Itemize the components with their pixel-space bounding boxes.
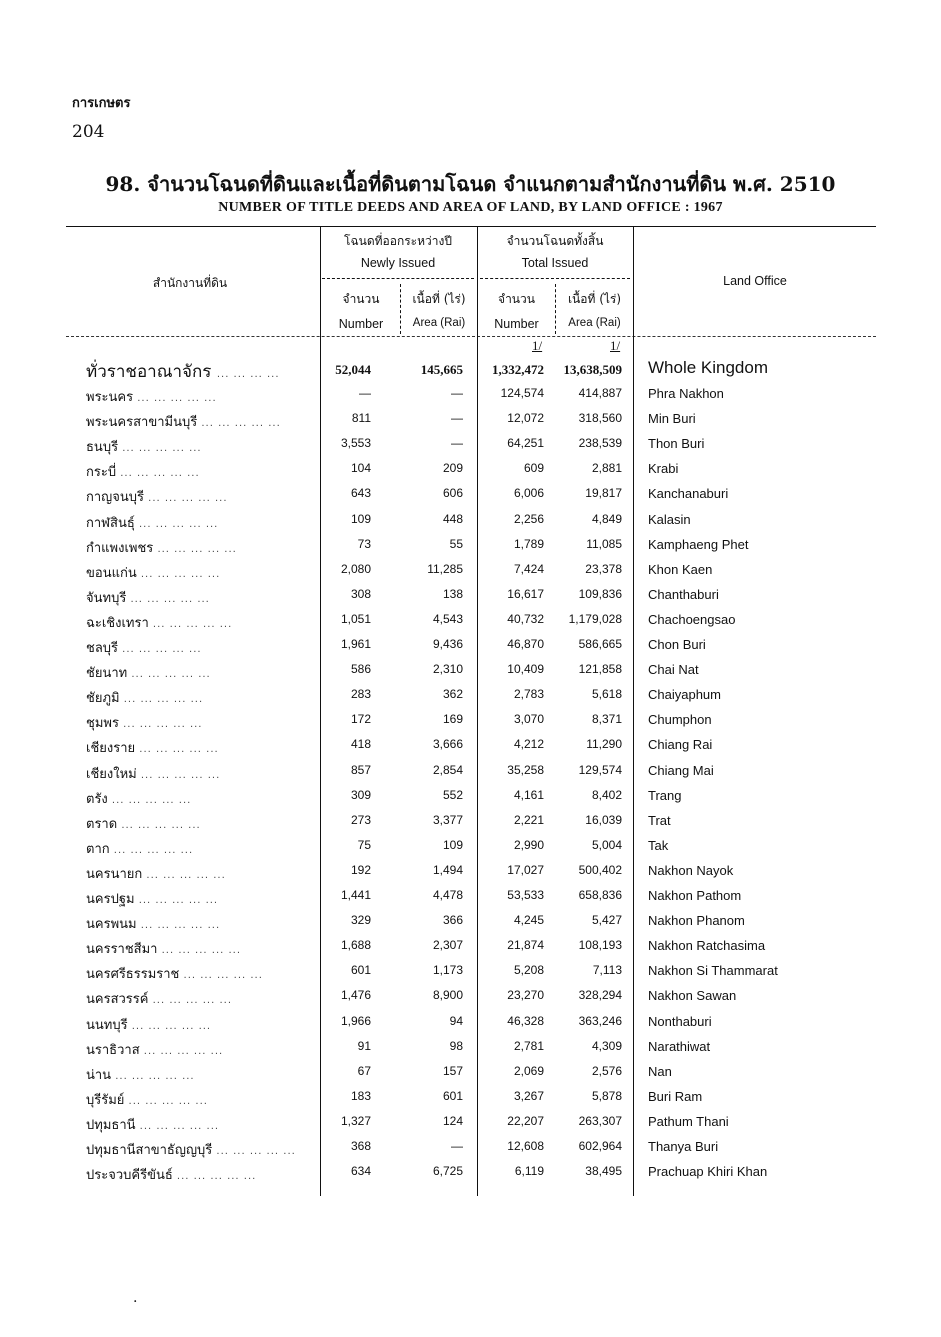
newly-area: — <box>451 436 463 451</box>
newly-area: 9,436 <box>432 637 463 651</box>
office-name-thai: เชียงราย ... ... ... ... ... <box>86 741 219 757</box>
table-row <box>66 984 886 1009</box>
newly-area: 2,310 <box>432 662 463 677</box>
office-name-english: Chachoengsao <box>648 611 736 627</box>
table-row <box>66 633 886 658</box>
total-area: 38,495 <box>585 1164 622 1179</box>
newly-number: 1,476 <box>340 988 371 1003</box>
office-name-english: Kalasin <box>648 511 691 527</box>
newly-area: 169 <box>442 712 463 727</box>
office-name-thai: ขอนแก่น ... ... ... ... ... <box>86 565 221 581</box>
office-name-english: Chiang Rai <box>648 737 713 753</box>
total-area: 238,539 <box>578 436 622 451</box>
newly-number: 1,327 <box>340 1113 371 1128</box>
table-row <box>66 583 886 608</box>
table-row <box>66 1010 886 1035</box>
header-bottom-rule <box>66 336 876 337</box>
office-name-thai: บุรีรัมย์ ... ... ... ... ... <box>86 1092 208 1108</box>
total-number: 22,207 <box>507 1113 544 1128</box>
table-top-rule <box>66 226 876 227</box>
total-area: 121,858 <box>578 662 622 677</box>
total-number: 53,533 <box>507 888 544 902</box>
office-name-english: Chon Buri <box>648 637 706 652</box>
total-number: 5,208 <box>513 963 544 978</box>
office-name-thai: ปทุมธานี ... ... ... ... ... <box>86 1117 220 1133</box>
newly-number: 91 <box>357 1038 371 1053</box>
office-name-thai: นนทบุรี ... ... ... ... ... <box>86 1017 212 1033</box>
total-name-english: Whole Kingdom <box>648 358 769 377</box>
office-name-thai: นราธิวาส ... ... ... ... ... <box>86 1042 224 1058</box>
total-area: 4,849 <box>591 511 622 526</box>
newly-number: 1,688 <box>340 938 371 953</box>
office-name-thai: นครศรีธรรมราช ... ... ... ... ... <box>86 967 263 983</box>
total-area: 7,113 <box>592 963 622 978</box>
total-number: 2,783 <box>513 687 544 702</box>
newly-area: 157 <box>442 1063 463 1078</box>
header-newly-number-english: Number <box>338 317 384 331</box>
office-name-thai: นครปฐม ... ... ... ... ... <box>86 892 219 907</box>
table-row <box>66 1110 886 1135</box>
table-row <box>66 934 886 959</box>
office-name-thai: ตาก ... ... ... ... ... <box>86 841 194 857</box>
office-name-english: Kanchanaburi <box>648 486 729 502</box>
scan-mark: . <box>133 1290 138 1306</box>
newly-number: 309 <box>350 787 371 802</box>
office-name-thai: ตรัง ... ... ... ... ... <box>86 791 192 807</box>
total-total-number: 1,332,472 <box>492 362 544 377</box>
section-label: การเกษตร <box>72 96 131 111</box>
total-number: 16,617 <box>507 586 544 601</box>
total-newly-number: 52,044 <box>335 362 371 377</box>
office-name-thai: ฉะเชิงเทรา ... ... ... ... ... <box>86 615 233 631</box>
total-area: 5,427 <box>591 913 622 928</box>
table-row <box>66 1135 886 1160</box>
newly-area: 109 <box>442 837 463 852</box>
newly-number: 183 <box>350 1088 371 1103</box>
newly-group-rule <box>322 278 474 279</box>
newly-area: 2,307 <box>432 938 463 953</box>
total-area: 586,665 <box>578 637 622 651</box>
total-number: 46,328 <box>507 1013 544 1028</box>
table-row <box>66 884 886 909</box>
table-row <box>66 834 886 859</box>
newly-area: 448 <box>442 511 463 526</box>
office-name-thai: นครพนม ... ... ... ... ... <box>86 917 221 933</box>
table-row <box>66 508 886 533</box>
office-name-thai: กาฬสินธุ์ ... ... ... ... ... <box>86 515 219 531</box>
header-total-number-thai: จำนวน <box>498 292 535 306</box>
newly-area: 124 <box>442 1113 463 1128</box>
table-title-english: NUMBER OF TITLE DEEDS AND AREA OF LAND, BY LAND OFFICE : 1967 <box>218 200 723 215</box>
table-row <box>66 708 886 733</box>
office-name-english: Nan <box>648 1063 672 1079</box>
newly-number: 73 <box>357 536 371 551</box>
newly-area: 8,900 <box>432 988 463 1003</box>
total-area: 4,309 <box>591 1038 622 1053</box>
office-name-english: Chaiyaphum <box>648 687 721 703</box>
office-name-thai: กำแพงเพชร ... ... ... ... ... <box>86 540 237 556</box>
newly-area: 362 <box>442 687 463 702</box>
header-total-area-english: Area (Rai) <box>568 317 621 329</box>
newly-number: 811 <box>351 411 371 426</box>
header-newly-thai: โฉนดที่ออกระหว่างปี <box>344 234 452 248</box>
newly-number: 586 <box>350 662 371 677</box>
total-number: 7,424 <box>513 561 544 576</box>
total-area: 602,964 <box>578 1139 622 1153</box>
total-area: 658,836 <box>578 888 622 902</box>
office-name-thai: ชัยภูมิ ... ... ... ... ... <box>86 691 204 707</box>
total-number: 10,409 <box>507 662 544 677</box>
total-number: 2,781 <box>513 1038 544 1053</box>
office-name-english: Kamphaeng Phet <box>648 536 749 552</box>
office-name-english: Pathum Thani <box>648 1113 729 1129</box>
office-name-thai: พระนครสาขามีนบุรี ... ... ... ... ... <box>86 415 281 431</box>
total-area: 5,878 <box>591 1088 622 1103</box>
total-number: 6,006 <box>513 486 544 501</box>
newly-area: 1,173 <box>432 963 463 978</box>
office-name-thai: น่าน ... ... ... ... ... <box>86 1067 195 1083</box>
office-name-thai: ธนบุรี ... ... ... ... ... <box>86 440 202 456</box>
office-name-thai: กาญจนบุรี ... ... ... ... ... <box>86 490 228 506</box>
total-area: 19,817 <box>585 486 622 501</box>
newly-number: 273 <box>350 812 371 827</box>
table-row <box>66 683 886 708</box>
newly-area: 606 <box>442 486 463 501</box>
office-name-thai: พระนคร ... ... ... ... ... <box>86 390 217 405</box>
newly-number: 3,553 <box>340 436 371 451</box>
total-area: 500,402 <box>578 862 622 877</box>
page-number: 204 <box>72 122 105 142</box>
header-total-thai: จำนวนโฉนดทั้งสิ้น <box>506 234 604 248</box>
total-area: 1,179,028 <box>568 611 622 626</box>
total-number: 35,258 <box>507 762 544 777</box>
total-area: 5,618 <box>591 687 622 702</box>
newly-number: 192 <box>350 862 371 877</box>
newly-area: 4,543 <box>432 611 463 626</box>
newly-area: — <box>451 1139 463 1153</box>
newly-number: 857 <box>350 762 371 777</box>
table-row <box>66 608 886 633</box>
office-name-english: Chiang Mai <box>648 762 714 778</box>
total-number: 21,874 <box>507 938 544 953</box>
total-number: 2,221 <box>513 812 544 827</box>
newly-number: 283 <box>350 687 371 702</box>
office-name-english: Chanthaburi <box>648 586 719 602</box>
total-number: 3,267 <box>513 1088 544 1103</box>
table-row <box>66 1085 886 1110</box>
newly-number: 418 <box>350 737 371 752</box>
table-row <box>66 382 886 407</box>
total-number: 1,789 <box>513 536 544 551</box>
office-name-english: Tak <box>648 837 669 853</box>
total-area: 23,378 <box>585 561 622 576</box>
table-row <box>66 533 886 558</box>
total-area: 11,085 <box>586 536 622 551</box>
total-number: 40,732 <box>507 611 544 626</box>
table-row <box>66 1035 886 1060</box>
office-name-english: Nonthaburi <box>648 1013 712 1029</box>
header-total-area-thai: เนื้อที่ (ไร่) <box>567 292 622 306</box>
total-newly-area: 145,665 <box>420 362 463 377</box>
newly-area: 3,377 <box>432 812 463 827</box>
total-area: 414,887 <box>578 386 622 400</box>
header-newly-number-thai: จำนวน <box>342 292 380 306</box>
office-name-english: Nakhon Nayok <box>648 862 734 878</box>
total-number: 4,245 <box>513 913 544 928</box>
total-number: 609 <box>523 461 544 476</box>
total-area: 129,574 <box>578 762 622 777</box>
newly-area: 98 <box>449 1038 463 1053</box>
office-name-english: Min Buri <box>648 411 696 427</box>
newly-number: 109 <box>350 511 371 526</box>
total-number: 4,161 <box>513 787 544 802</box>
total-area: 108,193 <box>578 938 622 953</box>
office-name-english: Nakhon Pathom <box>648 888 742 903</box>
office-name-english: Chumphon <box>648 712 712 728</box>
total-group-rule <box>480 278 630 279</box>
header-office-thai: สำนักงานที่ดิน <box>152 276 228 290</box>
table-row <box>66 558 886 583</box>
total-number: 2,256 <box>513 511 544 526</box>
newly-number: 329 <box>350 913 371 928</box>
header-newly-area-english: Area (Rai) <box>412 317 466 329</box>
newly-area: 1,494 <box>432 862 463 877</box>
table-row <box>66 959 886 984</box>
office-name-thai: นครนายก ... ... ... ... ... <box>86 866 226 882</box>
newly-number: 1,051 <box>340 611 371 626</box>
table-row <box>66 859 886 884</box>
office-name-thai: นครสวรรค์ ... ... ... ... ... <box>86 992 233 1008</box>
newly-area: — <box>451 411 463 426</box>
newly-area: 138 <box>442 586 463 601</box>
table-title-thai: 98. จำนวนโฉนดที่ดินและเนื้อที่ดินตามโฉนด จำแนกตามสำนักงานที่ดิน พ.ศ. 2510 <box>105 172 836 196</box>
newly-area: 601 <box>442 1088 463 1103</box>
office-name-english: Nakhon Phanom <box>648 913 745 929</box>
total-area: 16,039 <box>585 812 622 827</box>
total-number: 4,212 <box>513 737 544 752</box>
newly-number: 2,080 <box>340 561 371 576</box>
newly-area: 55 <box>449 536 463 551</box>
newly-number: 368 <box>350 1139 371 1153</box>
office-name-english: Nakhon Ratchasima <box>648 938 766 954</box>
newly-area: 366 <box>442 913 463 928</box>
table-row <box>66 759 886 784</box>
total-number: 64,251 <box>507 436 544 451</box>
total-number: 12,608 <box>507 1139 544 1153</box>
newly-number: 601 <box>350 963 371 978</box>
newly-number: 67 <box>357 1063 371 1078</box>
header-total-english: Total Issued <box>521 256 589 270</box>
office-name-thai: นครราชสีมา ... ... ... ... ... <box>86 942 242 958</box>
total-area: 109,836 <box>578 586 622 601</box>
total-number: 46,870 <box>507 637 544 651</box>
newly-area: 2,854 <box>432 762 463 777</box>
office-name-english: Nakhon Sawan <box>648 988 737 1004</box>
newly-area: 3,666 <box>432 737 463 752</box>
total-number: 3,070 <box>513 712 544 727</box>
table-row-total <box>66 356 886 382</box>
total-area: 8,371 <box>591 712 622 727</box>
office-name-english: Thon Buri <box>648 436 705 452</box>
header-office-english: Land Office <box>723 274 787 288</box>
newly-area: — <box>451 386 463 400</box>
total-number: 17,027 <box>507 862 544 877</box>
office-name-thai: ชุมพร ... ... ... ... ... <box>86 716 203 732</box>
office-name-thai: ปทุมธานีสาขาธัญญบุรี ... ... ... ... ... <box>86 1143 296 1158</box>
newly-number: 75 <box>357 837 371 852</box>
table-row <box>66 432 886 457</box>
newly-number: 643 <box>350 486 371 501</box>
total-area: 363,246 <box>578 1013 622 1028</box>
office-name-english: Buri Ram <box>648 1088 703 1104</box>
table-row <box>66 1160 886 1185</box>
office-name-thai: เชียงใหม่ ... ... ... ... ... <box>86 766 221 782</box>
newly-number: — <box>359 386 371 400</box>
newly-number: 1,961 <box>340 637 371 651</box>
office-name-thai: ประจวบคีรีขันธ์ ... ... ... ... ... <box>86 1168 257 1184</box>
newly-number: 634 <box>350 1164 371 1179</box>
office-name-thai: ชลบุรี ... ... ... ... ... <box>86 641 202 656</box>
total-number: 2,990 <box>513 837 544 852</box>
total-number: 6,119 <box>514 1164 544 1179</box>
total-area: 2,576 <box>591 1063 622 1078</box>
office-name-english: Krabi <box>648 461 679 477</box>
newly-number: 104 <box>350 461 371 476</box>
newly-area: 6,725 <box>432 1164 463 1179</box>
office-name-english: Narathiwat <box>648 1038 711 1054</box>
office-name-english: Trat <box>648 812 671 828</box>
header-newly-english: Newly Issued <box>360 256 436 270</box>
office-name-english: Phra Nakhon <box>648 386 724 401</box>
footnote-mark-total-number: 1/ <box>532 338 543 353</box>
office-name-english: Prachuap Khiri Khan <box>648 1164 768 1180</box>
office-name-english: Nakhon Si Thammarat <box>648 963 778 979</box>
total-number: 12,072 <box>507 411 544 426</box>
newly-area: 94 <box>449 1013 463 1028</box>
total-area: 8,402 <box>591 787 622 802</box>
newly-number: 1,966 <box>340 1013 371 1028</box>
table-row <box>66 658 886 683</box>
newly-number: 1,441 <box>340 888 371 902</box>
table-row <box>66 482 886 507</box>
table-row <box>66 809 886 834</box>
total-name-thai: ทั่วราชอาณาจักร ... ... ... ... <box>86 362 280 382</box>
header-newly-area-thai: เนื้อที่ (ไร่) <box>412 292 466 306</box>
table-row <box>66 407 886 432</box>
newly-area: 11,285 <box>427 561 463 576</box>
table-row <box>66 784 886 809</box>
office-name-thai: ชัยนาท ... ... ... ... ... <box>86 666 211 682</box>
office-name-english: Thanya Buri <box>648 1139 719 1154</box>
total-total-area: 13,638,509 <box>563 362 622 377</box>
newly-area: 552 <box>442 787 463 802</box>
newly-area: 4,478 <box>432 888 463 902</box>
newly-number: 308 <box>350 586 371 601</box>
table-row <box>66 457 886 482</box>
office-name-english: Chai Nat <box>648 662 699 678</box>
total-number: 124,574 <box>500 386 544 400</box>
footnote-mark-total-area: 1/ <box>610 338 621 353</box>
table-row <box>66 1060 886 1085</box>
table-row <box>66 733 886 758</box>
office-name-english: Trang <box>648 787 682 803</box>
total-area: 318,560 <box>578 411 622 426</box>
newly-number: 172 <box>350 712 371 727</box>
total-area: 2,881 <box>591 461 622 476</box>
total-area: 5,004 <box>591 837 622 852</box>
total-number: 2,069 <box>513 1063 544 1078</box>
office-name-thai: ตราด ... ... ... ... ... <box>86 816 201 832</box>
total-area: 263,307 <box>578 1113 622 1128</box>
header-total-number-english: Number <box>494 317 539 331</box>
office-name-thai: จันทบุรี ... ... ... ... ... <box>86 590 210 606</box>
newly-area: 209 <box>442 461 463 476</box>
office-name-thai: กระบี่ ... ... ... ... ... <box>86 465 200 481</box>
total-area: 328,294 <box>578 988 622 1003</box>
office-name-english: Khon Kaen <box>648 561 713 577</box>
table-row <box>66 909 886 934</box>
total-area: 11,290 <box>586 737 622 752</box>
total-number: 23,270 <box>507 988 544 1003</box>
